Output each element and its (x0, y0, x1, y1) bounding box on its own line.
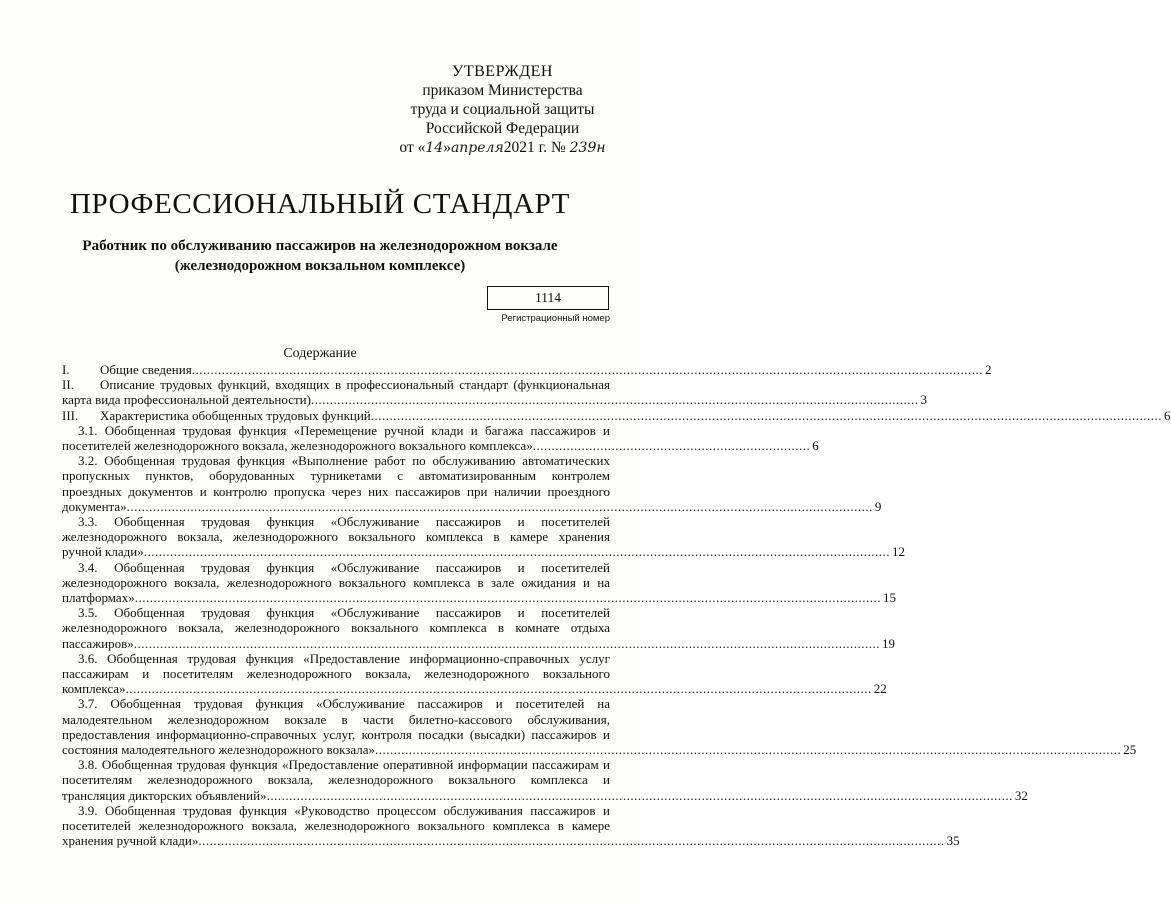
approval-line: Российской Федерации (425, 120, 580, 137)
toc-text: проездных документов и контролю пропуска через них пассажиров при наличии проездного (62, 483, 610, 499)
toc-section-1 (62, 362, 992, 377)
toc-text: 3.6. Обобщенная трудовая функция «Предоставление информационно-справочных услуг (78, 650, 610, 666)
toc-page: 19 (882, 635, 896, 651)
toc-text: железнодорожного вокзала, железнодорожного вокзального комплекса в камере хранения (62, 529, 610, 545)
toc-text: документа» (62, 498, 127, 514)
toc-text: ручной клади» (62, 544, 144, 560)
toc-page: 35 (946, 833, 960, 849)
toc-page: 32 (1014, 787, 1028, 803)
approval-block (395, 62, 610, 158)
toc-text: 3.7. Обобщенная трудовая функция «Обслуживание пассажиров и посетителей на (78, 696, 610, 712)
toc-page: 12 (891, 544, 905, 560)
subtitle-line: (железнодорожном вокзальном комплексе) (174, 258, 466, 274)
registration-number-box: 1114 (487, 286, 609, 310)
toc-text: 3.2. Обобщенная трудовая функция «Выполнение работ по обслуживанию автоматических (78, 453, 610, 469)
toc-page: 6 (812, 438, 819, 454)
toc-entry-3-5: 3.5. Обобщенная трудовая функция «Обслуживание пассажиров и посетителей железнодорожного вокзала, железнодорожного вокзального комплекса в комнате отдыха пассажиров» ....................................................................................................................................................................................................... 19 (62, 605, 896, 651)
toc-text: железнодорожного вокзала, железнодорожного вокзального комплекса в комнате отдыха (62, 620, 610, 636)
toc-text: хранения ручной клади» (62, 833, 199, 849)
toc-text: платформах» (62, 590, 135, 606)
toc-text: 3.1. Обобщенная трудовая функция «Перемещение ручной клади и багажа пассажиров и (78, 422, 610, 438)
toc-page: 15 (882, 590, 896, 606)
toc-text: трансляция дикторских объявлений» (62, 787, 267, 803)
toc-section-2: II. Описание трудовых функций, входящих в профессиональный стандарт (функциональная карта вида профессиональной деятельности) .................................................................................................................................................................. 3 (62, 377, 927, 408)
toc-text: пассажирам и посетителям железнодорожного вокзала, железнодорожного вокзального (62, 666, 610, 682)
toc-text: пассажиров» (62, 635, 134, 651)
toc-entry-3-9: 3.9. Обобщенная трудовая функция «Руководство процессом обслуживания пассажиров и посетителей железнодорожного вокзала, железнодорожного вокзального комплекса в камере хранения ручной клади» ....................................................................................................................................................................................................... 35 (62, 802, 960, 849)
toc-text: 3.5. Обобщенная трудовая функция «Обслуживание пассажиров и посетителей (78, 605, 610, 621)
document-subtitle (40, 236, 600, 276)
toc-text-label: Общие сведения (100, 362, 192, 377)
approval-date-line (395, 138, 610, 158)
toc-entry-3-7: 3.7. Обобщенная трудовая функция «Обслуживание пассажиров и посетителей на малодеятельном железнодорожном вокзале в части билетно-кассового обслуживания, предоставления информационно-справочных услуг, контроля посадки (высадки) пассажиров и состояния малодеятельного железнодорожного вокзала» ....................................................................................................................................................................................................... 25 (62, 696, 1137, 758)
toc-title: Содержание (283, 346, 357, 361)
handwritten-month: апреля (450, 140, 504, 156)
toc-page: 2 (984, 362, 992, 377)
toc-text: карта вида профессиональной деятельности) (62, 392, 311, 408)
approval-line: приказом Министерства (422, 82, 583, 99)
registration-number-label: Регистрационный номер (501, 313, 610, 324)
handwritten-day: 14 (425, 140, 444, 156)
toc-text: 3.3. Обобщенная трудовая функция «Обслуживание пассажиров и посетителей (78, 514, 610, 530)
date-prefix: от « (399, 139, 426, 156)
toc-number: III. (62, 407, 79, 423)
toc-text: малодеятельном железнодорожном вокзале в части билетно-кассового обслуживания, (62, 711, 610, 727)
toc-text: комплекса» (62, 681, 126, 697)
toc-text: состояния малодеятельного железнодорожного вокзала» (62, 742, 376, 758)
toc-text: 3.9. Обобщенная трудовая функция «Руководство процессом обслуживания пассажиров и (78, 802, 610, 818)
date-mid: » (443, 139, 451, 156)
toc-text: 3.8. Обобщенная трудовая функция «Предоставление оперативной информации пассажирам и (78, 757, 610, 773)
toc-entry-3-8: 3.8. Обобщенная трудовая функция «Предоставление оперативной информации пассажирам и посетителям железнодорожного вокзала, железнодорожного вокзального комплекса и трансляция дикторских объявлений» ....................................................................................................................................................................................................... 32 (62, 757, 1028, 803)
toc-text: Общие сведения................................................................................................................................................................................................................... (100, 362, 983, 377)
toc-entry-3-1: 3.1. Обобщенная трудовая функция «Перемещение ручной клади и багажа пассажиров и посетителей железнодорожного вокзала, железнодорожного вокзального комплекса» .......................................................................... 6 (62, 422, 819, 454)
toc-text: железнодорожного вокзала, железнодорожного вокзального комплекса в зале ожидания и на (62, 574, 610, 590)
toc-number: II. (62, 377, 74, 393)
document-title: ПРОФЕССИОНАЛЬНЫЙ СТАНДАРТ (70, 188, 570, 220)
toc-text: 3.4. Обобщенная трудовая функция «Обслуживание пассажиров и посетителей (78, 559, 610, 575)
toc-text: посетителей железнодорожного вокзала, железнодорожного вокзального комплекса» (62, 438, 533, 454)
toc-page: 25 (1123, 742, 1137, 758)
toc-text: предоставления информационно-справочных услуг, контроля посадки (высадки) пассажиров и (62, 726, 610, 742)
toc-entry-3-4: 3.4. Обобщенная трудовая функция «Обслуживание пассажиров и посетителей железнодорожного вокзала, железнодорожного вокзального комплекса в зале ожидания и на платформах» ....................................................................................................................................................................................................... 15 (62, 559, 896, 606)
approval-heading: УТВЕРЖДЕН (452, 63, 553, 80)
handwritten-order-number: 239н (569, 140, 606, 156)
toc-entry-3-3: 3.3. Обобщенная трудовая функция «Обслуживание пассажиров и посетителей железнодорожного вокзала, железнодорожного вокзального комплекса в камере хранения ручной клади» ....................................................................................................................................................................................................... 12 (62, 514, 905, 560)
toc-section-3 (62, 407, 1171, 423)
toc-page: 22 (873, 681, 887, 697)
toc-text: посетителей железнодорожного вокзала, железнодорожного вокзального комплекса в камере (62, 818, 610, 834)
toc-text: посетителям железнодорожного вокзала, железнодорожного вокзального комплекса и (62, 772, 610, 788)
toc-entry-3-6: 3.6. Обобщенная трудовая функция «Предоставление информационно-справочных услуг пассажирам и посетителям железнодорожного вокзала, железнодорожного вокзального комплекса» ....................................................................................................................................................................................................... 22 (62, 650, 887, 697)
toc-text: Характеристика обобщенных трудовых функций................................................................................................................................................................................................................... (100, 407, 1163, 423)
toc-text: пропускных пунктов, оборудованных турникетами с автоматизированным контролем (62, 468, 610, 484)
toc-page: 9 (874, 498, 882, 514)
toc-page: 3 (920, 392, 927, 408)
toc-page: 6 (1164, 407, 1171, 423)
date-year: 2021 г. № (503, 139, 566, 156)
toc-text-label: Характеристика обобщенных трудовых функций (100, 407, 371, 423)
approval-line: труда и социальной защиты (410, 101, 595, 118)
toc-text: Описание трудовых функций, входящих в профессиональный стандарт (функциональная (100, 377, 610, 393)
toc-entry-3-2: 3.2. Обобщенная трудовая функция «Выполнение работ по обслуживанию автоматических пропускных пунктов, оборудованных турникетами с автоматизированным контролем проездных документов и контролю пропуска через них пассажиров при наличии проездного документа» ....................................................................................................................................................................................................... 9 (62, 453, 882, 514)
toc-number: I. (62, 362, 70, 377)
table-of-contents (62, 362, 1171, 849)
subtitle-line: Работник по обслуживанию пассажиров на железнодорожном вокзале (82, 238, 558, 254)
